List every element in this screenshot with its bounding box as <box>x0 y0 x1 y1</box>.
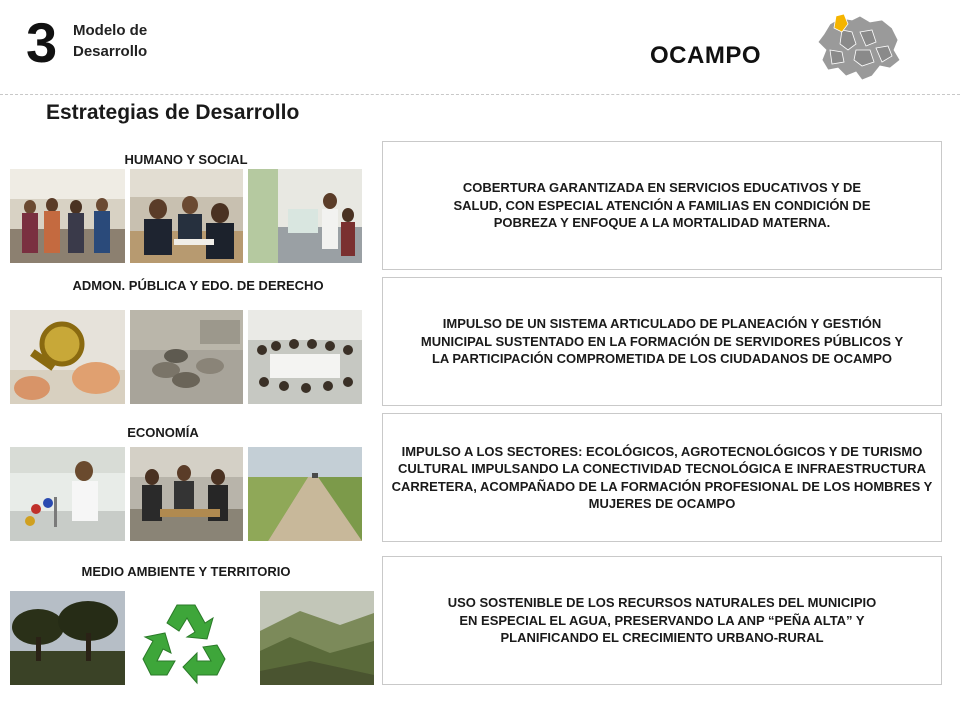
model-label-line2: Desarrollo <box>73 43 148 60</box>
section-number: 3 <box>26 11 58 74</box>
state-map-icon <box>812 10 904 86</box>
photo-magnifier-documents <box>10 310 125 404</box>
strategy-box-humano <box>382 141 942 270</box>
strategy-text-ambiente: USO SOSTENIBLE DE LOS RECURSOS NATURALES DEL MUNICIPIO EN ESPECIAL EL AGUA, PRESERVANDO LA ANP “PEÑA ALTA” Y PLANIFICANDO EL CRECIMIENTO URBANO-RURAL <box>447 595 877 646</box>
header-divider <box>0 94 960 95</box>
recycle-icon <box>133 593 245 687</box>
strategy-box-ambiente <box>382 556 942 685</box>
strategy-text-humano: COBERTURA GARANTIZADA EN SERVICIOS EDUCATIVOS Y DE SALUD, CON ESPECIAL ATENCIÓN A FAMILIAS EN CONDICIÓN DE POBREZA Y ENFOQUE A LA MORTALIDAD MATERNA. <box>453 180 871 231</box>
section-title: Estrategias de Desarrollo <box>46 101 300 124</box>
photo-coins-banknotes <box>130 310 243 404</box>
photo-public-meeting <box>248 310 362 404</box>
category-label-admon: ADMON. PÚBLICA Y EDO. DE DERECHO <box>72 278 324 293</box>
photo-rural-road <box>248 447 362 541</box>
photo-community-people <box>10 169 125 263</box>
photo-mountain-landscape <box>260 591 374 685</box>
strategy-text-admon: IMPULSO DE UN SISTEMA ARTICULADO DE PLANEACIÓN Y GESTIÓN MUNICIPAL SUSTENTADO EN LA FORMACIÓN DE SERVIDORES PÚBLICOS Y LA PARTICIPACIÓN COMPROMETIDA DE LOS CIUDADANOS DE OCAMPO <box>420 316 904 367</box>
photo-students-classroom <box>130 169 243 263</box>
strategy-box-admon <box>382 277 942 406</box>
photo-forest-trees <box>10 591 125 685</box>
model-label-line1: Modelo de <box>73 22 148 39</box>
category-label-ambiente: MEDIO AMBIENTE Y TERRITORIO <box>81 564 291 579</box>
category-label-economia: ECONOMÍA <box>127 425 199 440</box>
photo-workshop-training <box>130 447 243 541</box>
municipality-name: OCAMPO <box>650 42 761 69</box>
strategy-text-economia: IMPULSO A LOS SECTORES: ECOLÓGICOS, AGROTECNOLÓGICOS Y DE TURISMO CULTURAL IMPULSANDO LA CONECTIVIDAD TECNOLÓGICA E INFRAESTRUCTURA CARRETERA, ACOMPAÑADO DE LA FORMACIÓN PROFESIONAL DE LOS HOMBRES Y MUJERES DE OCAMPO <box>391 443 933 511</box>
model-label <box>73 20 147 62</box>
photo-dental-clinic <box>248 169 362 263</box>
strategy-box-economia <box>382 413 942 542</box>
photo-laboratory <box>10 447 125 541</box>
category-label-humano: HUMANO Y SOCIAL <box>124 152 248 167</box>
